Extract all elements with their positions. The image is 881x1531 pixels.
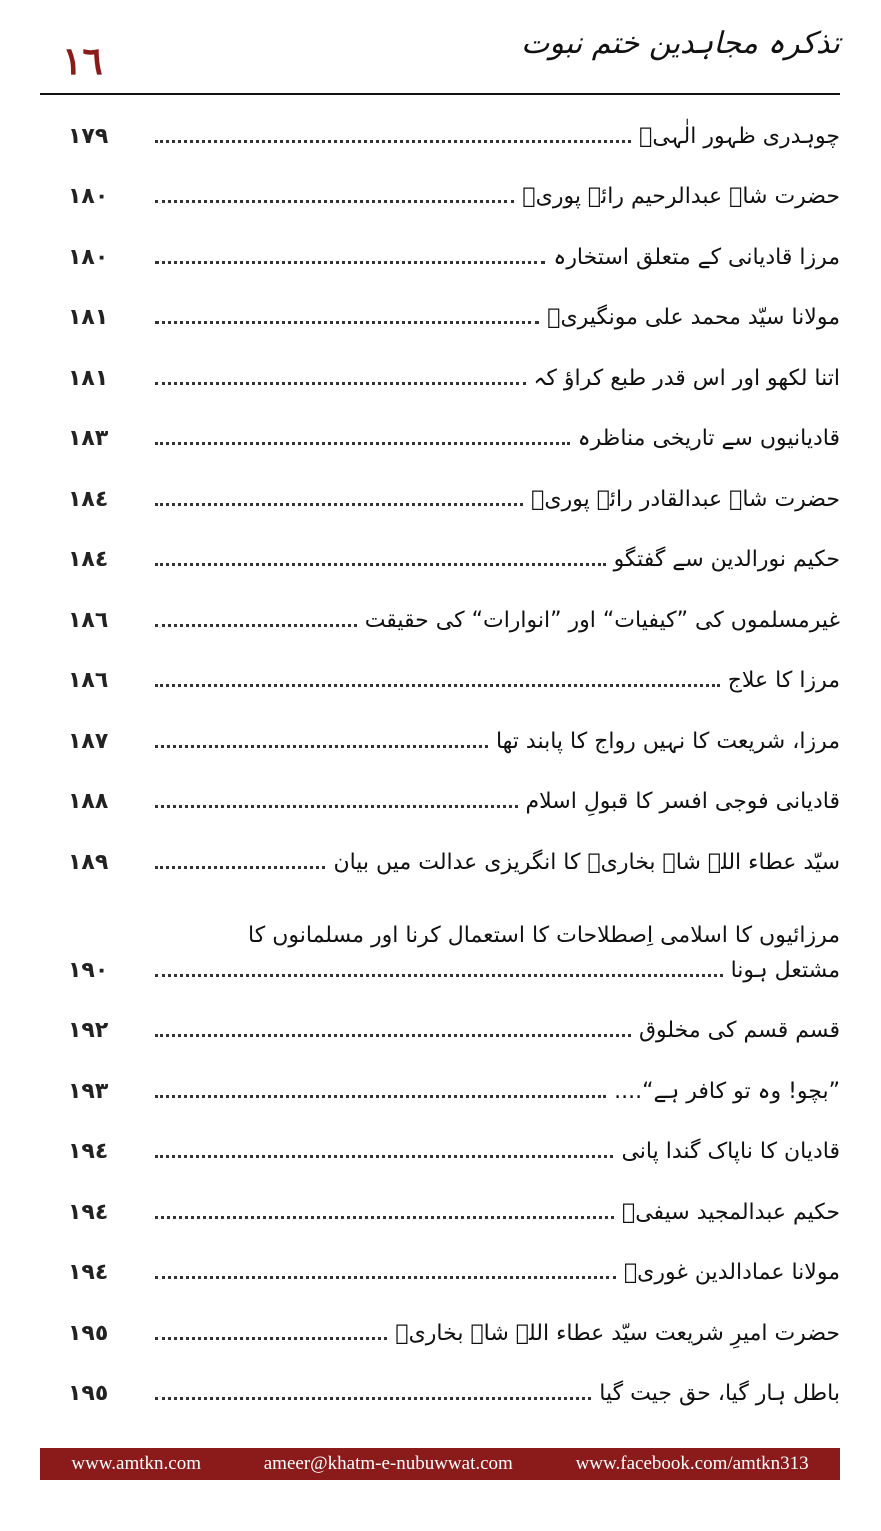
toc-entry [40,1176,840,1237]
toc-title: غیرمسلموں کی ”کیفیات“ اور ”انوارات“ کی حقیقت [364,607,840,633]
header-divider [40,93,840,95]
footer-bar [40,1448,840,1480]
toc-page-number: ١٨٧ [68,728,109,754]
dot-leader [155,1095,606,1098]
toc-entry [40,995,840,1056]
toc-page-number: ١٨٣ [68,426,109,451]
toc-title: مولانا عمادالدین غوریؒ [623,1260,840,1285]
toc-title: چوہدری ظہور الٰہیؒ [639,123,840,149]
toc-title: حکیم عبدالمجید سیفیؒ [622,1199,840,1225]
dot-leader [155,563,606,566]
dot-leader [155,866,325,869]
toc-page-number: ١٨١ [68,305,109,330]
dot-leader [155,1276,616,1279]
toc-page-number: ١٨١ [68,365,109,391]
dot-leader [155,624,357,627]
toc-entry [40,1297,840,1358]
toc-page-number: ١٩٣ [68,1078,109,1104]
toc-title: قسم قسم کی مخلوق [638,1018,840,1043]
toc-entry [40,1358,840,1419]
dot-leader [155,261,545,264]
toc-title: باطل ہار گیا، حق جیت گیا [599,1381,840,1406]
toc-page-number: ١٩٤ [68,1260,109,1285]
dot-leader [155,382,526,385]
dot-leader [155,805,518,808]
toc-entry [40,645,840,706]
toc-entry [40,342,840,403]
toc-title: مولانا سیّد محمد علی مونگیریؒ [547,305,840,330]
toc-page-number: ١٩٤ [68,1199,109,1225]
dot-leader [155,684,720,687]
toc-title: قادیانیوں سے تاریخی مناظرہ [577,426,840,451]
toc-page-number: ١٩٠ [68,957,109,983]
toc-entry [40,403,840,464]
toc-page-number: ١٨٦ [68,668,109,693]
toc-entry [40,161,840,222]
table-of-contents [40,100,840,1418]
toc-title: حکیم نورالدین سے گفتگو [613,547,840,572]
dot-leader [155,321,539,324]
page-number: ١٦ [62,38,103,83]
toc-entry [40,1237,840,1298]
toc-title: مرزا کا علاج [727,668,840,693]
toc-entry [40,524,840,585]
footer-email-link[interactable]: ameer@khatm-e-nubuwwat.com [263,1453,513,1474]
toc-page-number: ١٨٦ [68,607,109,633]
dot-leader [155,1216,614,1219]
toc-title: حضرت شاہ عبدالرحیم رائے پوریؒ [522,184,840,209]
book-title: تذکرہ مجاہدین ختم نبوت [521,26,840,61]
toc-title: حضرت شاہ عبدالقادر رائے پوریؒ [531,486,840,512]
toc-title: مرزا، شریعت کا نہیں رواج کا پابند تھا [495,728,840,754]
toc-title: مرزا قادیانی کے متعلق استخارہ [553,244,840,270]
dot-leader [155,1337,387,1340]
toc-title: اتنا لکھو اور اس قدر طبع کراؤ کہ [533,365,840,391]
toc-page-number: ١٨٠ [68,244,109,270]
toc-title-line-1: مرزائیوں کا اسلامی اِصطلاحات کا استعمال کرنا اور مسلمانوں کا [248,922,840,948]
toc-page-number: ١٩٥ [68,1381,109,1406]
footer-facebook-link[interactable]: www.facebook.com/amtkn313 [575,1453,809,1474]
dot-leader [155,200,514,203]
toc-entry [40,1055,840,1116]
toc-entry [40,826,840,887]
toc-page-number: ١٩٥ [68,1320,109,1346]
toc-page-number: ١٩٤ [68,1139,109,1164]
dot-leader [155,1155,613,1158]
toc-entry [40,584,840,645]
toc-title: حضرت امیرِ شریعت سیّد عطاء اللہ شاہ بخاریؒ [395,1320,840,1346]
toc-title: ”بچو! وہ تو کافر ہے“.... [614,1078,840,1104]
dot-leader [155,140,631,143]
toc-page-number: ١٨٩ [68,849,109,875]
page-header [40,20,840,94]
toc-page-number: ١٩٢ [68,1018,109,1043]
toc-entry [40,463,840,524]
toc-title: قادیانی فوجی افسر کا قبولِ اسلام [525,789,840,814]
toc-entry [40,100,840,161]
dot-leader [155,503,523,506]
toc-title: مشتعل ہونا [730,957,840,983]
dot-leader [155,745,488,748]
toc-entry [40,282,840,343]
toc-page-number: ١٨٤ [68,486,109,512]
toc-entry [40,1116,840,1177]
toc-title: سیّد عطاء اللہ شاہ بخاریؒ کا انگریزی عدالت میں بیان [333,849,840,875]
footer-website-link[interactable]: www.amtkn.com [71,1453,201,1474]
dot-leader [155,1034,631,1037]
toc-page-number: ١٧٩ [68,123,109,149]
toc-page-number: ١٨٤ [68,547,109,572]
toc-entry-multiline [40,887,840,995]
dot-leader [155,442,570,445]
toc-entry [40,221,840,282]
toc-title: قادیان کا ناپاک گندا پانی [621,1139,840,1164]
toc-page-number: ١٨٠ [68,184,109,209]
toc-entry [40,705,840,766]
dot-leader [155,1397,591,1400]
toc-entry [40,766,840,827]
toc-page-number: ١٨٨ [68,789,109,814]
dot-leader [155,974,723,977]
